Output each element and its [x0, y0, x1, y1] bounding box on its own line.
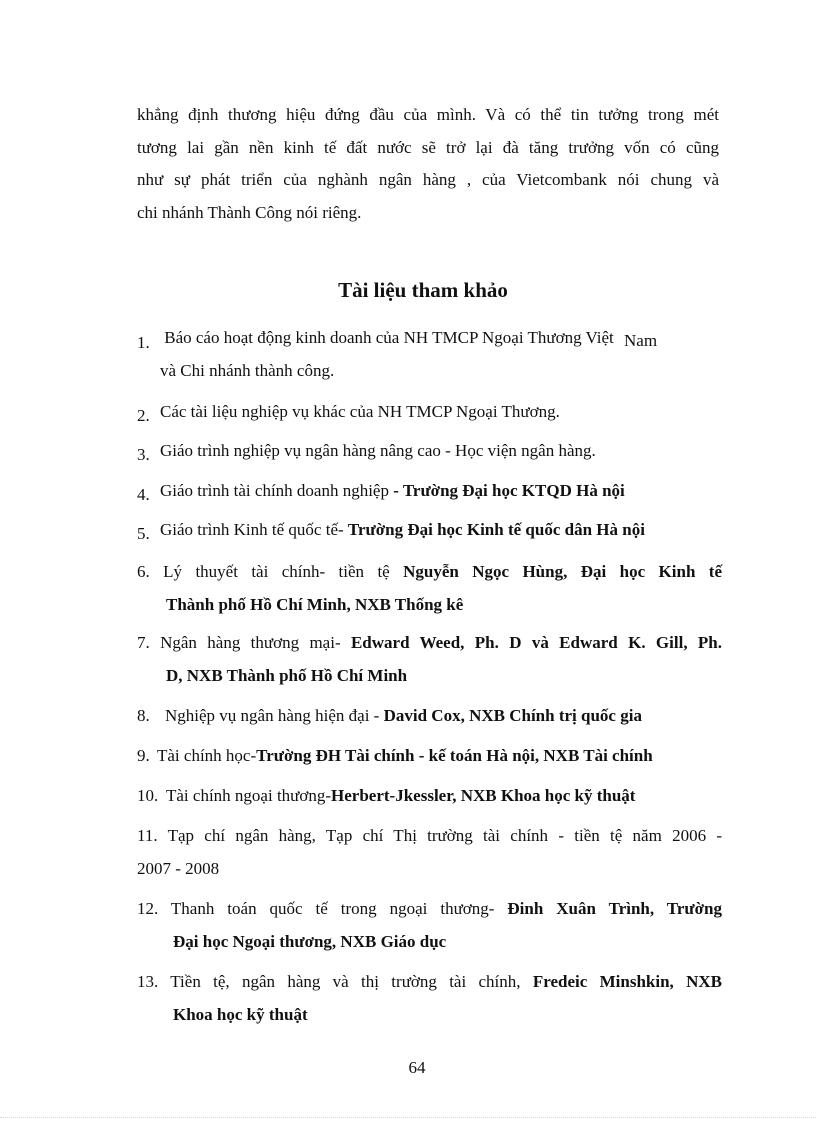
reference-text: và Chi nhánh thành công. [160, 360, 335, 380]
page-number: 64 [408, 1058, 426, 1077]
reference-source: Herbert-Jkessler, NXB Khoa học kỹ thuật [331, 786, 636, 805]
reference-item [137, 396, 560, 429]
reference-text: Giáo trình tài chính doanh nghiệp [160, 481, 394, 500]
reference-number: 7. [137, 633, 150, 652]
reference-item [137, 556, 722, 621]
reference-number: 6. [137, 562, 150, 581]
reference-text: Tài chính ngoại thương- [166, 786, 332, 805]
reference-item [137, 893, 722, 958]
reference-item [137, 700, 642, 733]
reference-item [137, 627, 722, 692]
reference-item [137, 780, 635, 813]
reference-text: Tiền tệ, ngân hàng và thị trường tài chính, [170, 972, 533, 991]
reference-item [137, 740, 653, 773]
reference-source: Trường Đại học Kinh tế quốc dân Hà nội [347, 520, 645, 539]
reference-source: - Trường Đại học KTQD Hà nội [393, 481, 625, 500]
reference-source: Nguyễn Ngọc Hùng, Đại học Kinh tế [403, 562, 723, 581]
page-bottom-divider [0, 1117, 816, 1118]
reference-item [137, 514, 645, 547]
reference-item [137, 322, 722, 387]
reference-number: 5. [137, 524, 150, 543]
reference-number: 1. [137, 333, 150, 352]
reference-text: Giáo trình Kinh tế quốc tế- [160, 520, 348, 539]
references-heading: Tài liệu tham khảo [338, 278, 508, 302]
reference-item [137, 435, 596, 468]
reference-source: Đại học Ngoại thương, NXB Giáo dục [173, 931, 447, 951]
reference-text: Giáo trình nghiệp vụ ngân hàng nâng cao - Học viện ngân hàng. [160, 441, 596, 460]
reference-text: 2007 - 2008 [137, 858, 220, 878]
reference-number: 3. [137, 445, 150, 464]
reference-item [137, 966, 722, 1031]
reference-source: Khoa học kỹ thuật [173, 1004, 308, 1024]
reference-number: 10. [137, 786, 159, 805]
reference-source: D, NXB Thành phố Hồ Chí Minh [166, 665, 408, 685]
reference-item [137, 820, 722, 885]
reference-text: Nghiệp vụ ngân hàng hiện đại - [165, 706, 384, 725]
reference-text: Lý thuyết tài chính- tiền tệ [163, 562, 404, 581]
reference-text: Các tài liệu nghiệp vụ khác của NH TMCP Ngoại Thương. [160, 402, 560, 421]
reference-number: 9. [137, 746, 150, 765]
reference-source: Trường ĐH Tài chính - kế toán Hà nội, NXB Tài chính [256, 746, 653, 765]
intro-line: tương lai gần nền kinh tế đất nước sẽ trở lại đà tăng trưởng vốn có cũng [137, 137, 719, 157]
reference-number: 11. [137, 826, 158, 845]
reference-source: Đinh Xuân Trình, Trường [507, 899, 722, 918]
reference-number: 12. [137, 899, 159, 918]
reference-text: Tạp chí ngân hàng, Tạp chí Thị trường tài chính - tiền tệ năm 2006 - [167, 826, 722, 845]
reference-source: Edward Weed, Ph. D và Edward K. Gill, Ph. [350, 633, 723, 652]
intro-line: khẳng định thương hiệu đứng đầu của mình. Và có thể tin tưởng trong mét [137, 105, 719, 124]
reference-number: 13. [137, 972, 159, 991]
reference-number: 4. [137, 485, 150, 504]
reference-text: Báo cáo hoạt động kinh doanh của NH TMCP Ngoại Thương Việt [164, 328, 614, 347]
intro-line: như sự phát triển của nghành ngân hàng , của Vietcombank nói chung và [137, 170, 719, 189]
reference-text: Nam [624, 331, 658, 350]
reference-number: 8. [137, 706, 150, 725]
reference-text: Ngân hàng thương mại- [160, 633, 351, 652]
reference-number: 2. [137, 406, 150, 425]
reference-source: Fredeic Minshkin, NXB [532, 972, 722, 991]
reference-text: Tài chính học- [157, 746, 257, 765]
reference-text: Thanh toán quốc tế trong ngoại thương- [170, 899, 508, 918]
reference-source: David Cox, NXB Chính trị quốc gia [383, 706, 642, 725]
reference-source: Thành phố Hồ Chí Minh, NXB Thống kê [166, 594, 464, 614]
reference-item [137, 475, 625, 508]
intro-line: chi nhánh Thành Công nói riêng. [137, 202, 362, 222]
